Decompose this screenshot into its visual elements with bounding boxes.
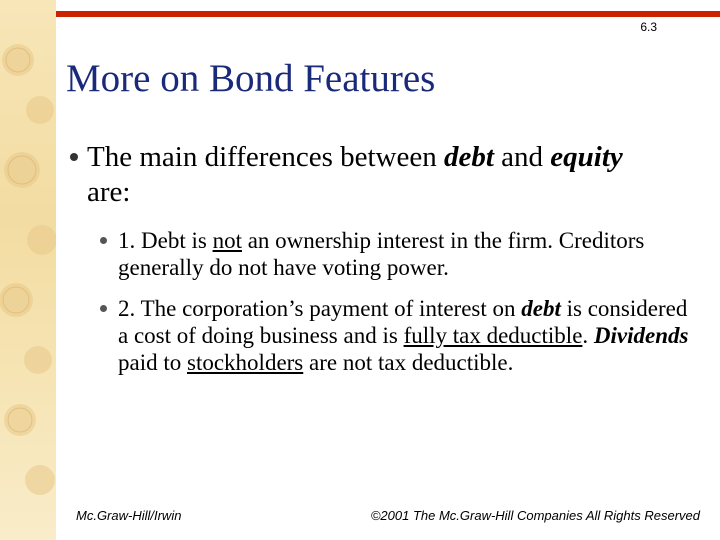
footer-copyright: ©2001 The Mc.Graw-Hill Companies All Rights Reserved xyxy=(370,508,700,523)
main-bullet xyxy=(70,140,690,210)
sub-bullet-2-text: 2. The corporation’s payment of interest on debt is considered a cost of doing business and is fully tax deductible. Dividends paid to stockholders are not tax deductible. xyxy=(118,296,689,375)
top-accent-bar xyxy=(56,11,720,17)
sub-bullet-1 xyxy=(100,227,690,281)
term-debt: debt xyxy=(443,141,494,173)
term-equity: equity xyxy=(550,141,623,173)
footer-publisher: Mc.Graw-Hill/Irwin xyxy=(76,508,182,523)
decorative-side-strip xyxy=(0,0,56,540)
sub-bullet-2 xyxy=(100,295,690,376)
bullet-dot-icon xyxy=(100,237,107,244)
bullet-dot-icon xyxy=(100,305,107,312)
main-bullet-text: The main differences between debt and equity are: xyxy=(87,141,623,208)
bullet-dot-icon xyxy=(70,153,78,161)
sub-bullet-1-text: 1. Debt is not an ownership interest in the firm. Creditors generally do not have voting power. xyxy=(118,228,645,280)
slide-number: 6.3 xyxy=(640,20,657,34)
slide-title: More on Bond Features xyxy=(66,57,436,100)
coin-pattern-decoration xyxy=(0,0,56,540)
